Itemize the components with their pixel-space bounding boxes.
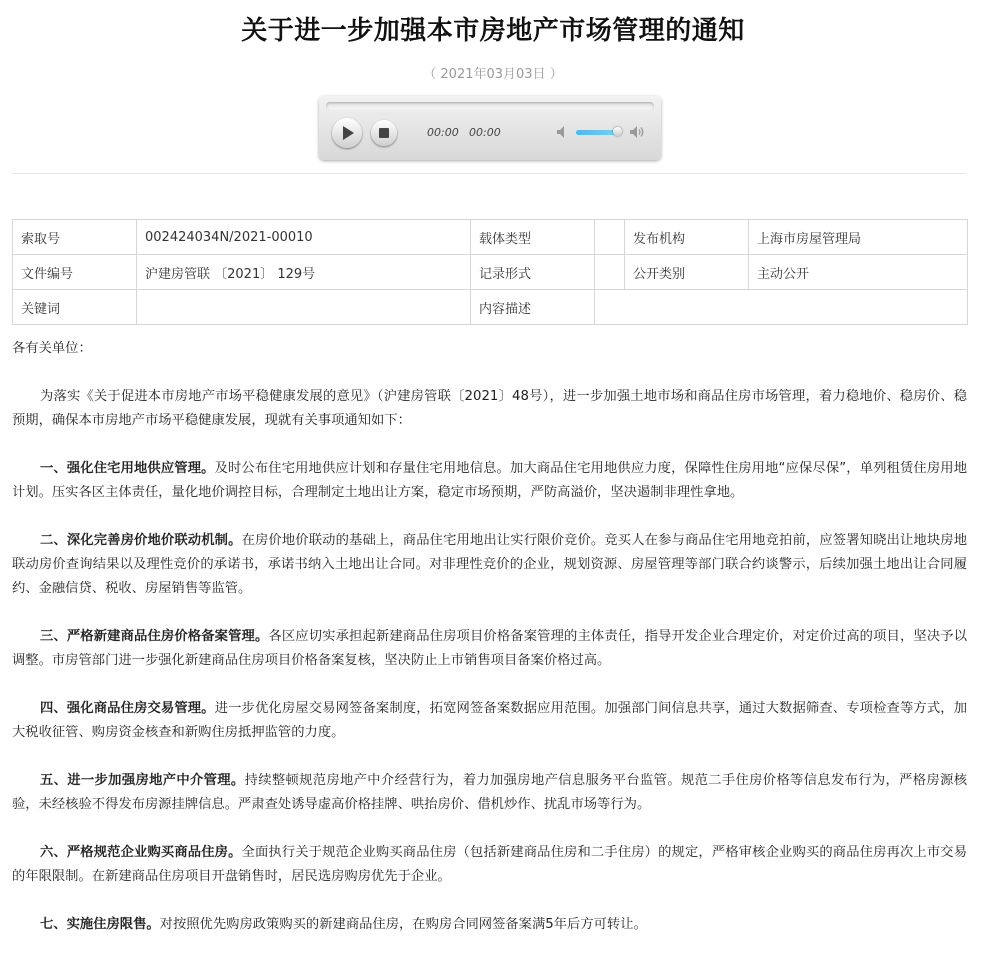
header-divider [12, 173, 966, 174]
keywords-label: 关键词 [13, 290, 137, 325]
volume-handle[interactable] [613, 127, 622, 136]
metadata-table [12, 219, 968, 325]
salutation: 各有关单位： [12, 341, 92, 356]
table-row [13, 290, 968, 325]
audio-progress-bar[interactable] [326, 102, 654, 110]
desc-value [595, 290, 968, 325]
table-row [13, 220, 968, 255]
publisher-value: 上海市房屋管理局 [749, 220, 968, 255]
item-paragraph [12, 457, 967, 505]
table-row [13, 255, 968, 290]
duration-time: 00:00 [469, 126, 501, 139]
item-heading: 二、深化完善房价地价联动机制。 [40, 533, 242, 548]
stop-button[interactable] [371, 120, 397, 146]
item-paragraph [12, 913, 967, 937]
category-value: 主动公开 [749, 255, 968, 290]
item-paragraph [12, 697, 967, 745]
item-text: 对按照优先购房政策购买的新建商品住房，在购房合同网签备案满5年后方可转让。 [159, 917, 647, 932]
article-title: 关于进一步加强本市房地产市场管理的通知 [241, 16, 745, 46]
item-text: 全面执行关于规范企业购买商品住房（包括新建商品住房和二手住房）的规定，严格审核企业购买的商品住房再次上市交易的年限限制。在新建商品住房项目开盘销售时，居民选房购房优先于企业。 [12, 845, 968, 884]
item-text: 各区应切实承担起新建商品住房项目价格备案管理的主体责任，指导开发企业合理定价，对定价过高的项目，坚决予以调整。市房管部门进一步强化新建商品住房项目价格备案复核，坚决防止上市销售项目备案价格过高。 [12, 629, 968, 668]
docno-label: 文件编号 [13, 255, 137, 290]
carrier-value [595, 220, 625, 255]
item-heading: 一、强化住宅用地供应管理。 [40, 461, 215, 476]
intro-paragraph: 为落实《关于促进本市房地产市场平稳健康发展的意见》（沪建房管联〔2021〕48号），进一步加强土地市场和商品住房市场管理，着力稳地价、稳房价、稳预期，确保本市房地产市场平稳健康发展，现就有关事项通知如下： [12, 389, 967, 428]
item-paragraph [12, 625, 967, 673]
item-heading: 七、实施住房限售。 [40, 917, 160, 932]
item-heading: 三、严格新建商品住房价格备案管理。 [40, 629, 269, 644]
current-time: 00:00 [427, 126, 459, 139]
record-value [595, 255, 625, 290]
item-paragraph [12, 769, 967, 817]
index-label: 索取号 [13, 220, 137, 255]
volume-mute-icon[interactable] [556, 125, 572, 139]
item-text: 及时公布住宅用地供应计划和存量住宅用地信息。加大商品住宅用地供应力度，保障性住房用地“应保尽保”，单列租赁住房用地计划。压实各区主体责任，量化地价调控目标，合理制定土地出让方案，稳定市场预期，严防高溢价，坚决遏制非理性拿地。 [12, 461, 967, 500]
publish-date: （ 2021年03月03日 ） [423, 67, 563, 82]
audio-player [319, 96, 661, 160]
item-paragraph [12, 841, 967, 889]
item-heading: 六、严格规范企业购买商品住房。 [40, 845, 242, 860]
item-heading: 五、进一步加强房地产中介管理。 [40, 773, 245, 788]
item-heading: 四、强化商品住房交易管理。 [40, 701, 215, 716]
index-value: 002424034N/2021-00010 [137, 220, 471, 255]
desc-label: 内容描述 [471, 290, 595, 325]
volume-max-icon[interactable] [629, 125, 645, 139]
carrier-label: 载体类型 [471, 220, 595, 255]
docno-value: 沪建房管联 〔2021〕 129号 [137, 255, 471, 290]
item-text: 在房价地价联动的基础上，商品住宅用地出让实行限价竞价。竞买人在参与商品住宅用地竞拍前，应签署知晓出让地块房地联动房价查询结果以及理性竞价的承诺书，承诺书纳入土地出让合同。对非理性竞价的企业，规划资源、房屋管理等部门联合约谈警示，后续加强土地出让合同履约、金融信贷、税收、房屋销售等监管。 [12, 533, 968, 596]
item-text: 进一步优化房屋交易网签备案制度，拓宽网签备案数据应用范围。加强部门间信息共享，通过大数据筛查、专项检查等方式，加大税收征管、购房资金核查和新购住房抵押监管的力度。 [12, 701, 968, 740]
item-paragraph [12, 529, 967, 601]
item-text: 持续整顿规范房地产中介经营行为，着力加强房地产信息服务平台监管。规范二手住房价格等信息发布行为，严格房源核验，未经核验不得发布房源挂牌信息。严肃查处诱导虚高价格挂牌、哄抬房价、借机炒作、扰乱市场等行为。 [12, 773, 968, 812]
stop-icon [379, 128, 389, 138]
article-body [12, 337, 967, 961]
record-label: 记录形式 [471, 255, 595, 290]
category-label: 公开类别 [625, 255, 749, 290]
keywords-value [137, 290, 471, 325]
publisher-label: 发布机构 [625, 220, 749, 255]
play-button[interactable] [332, 118, 362, 148]
play-icon [343, 126, 354, 140]
